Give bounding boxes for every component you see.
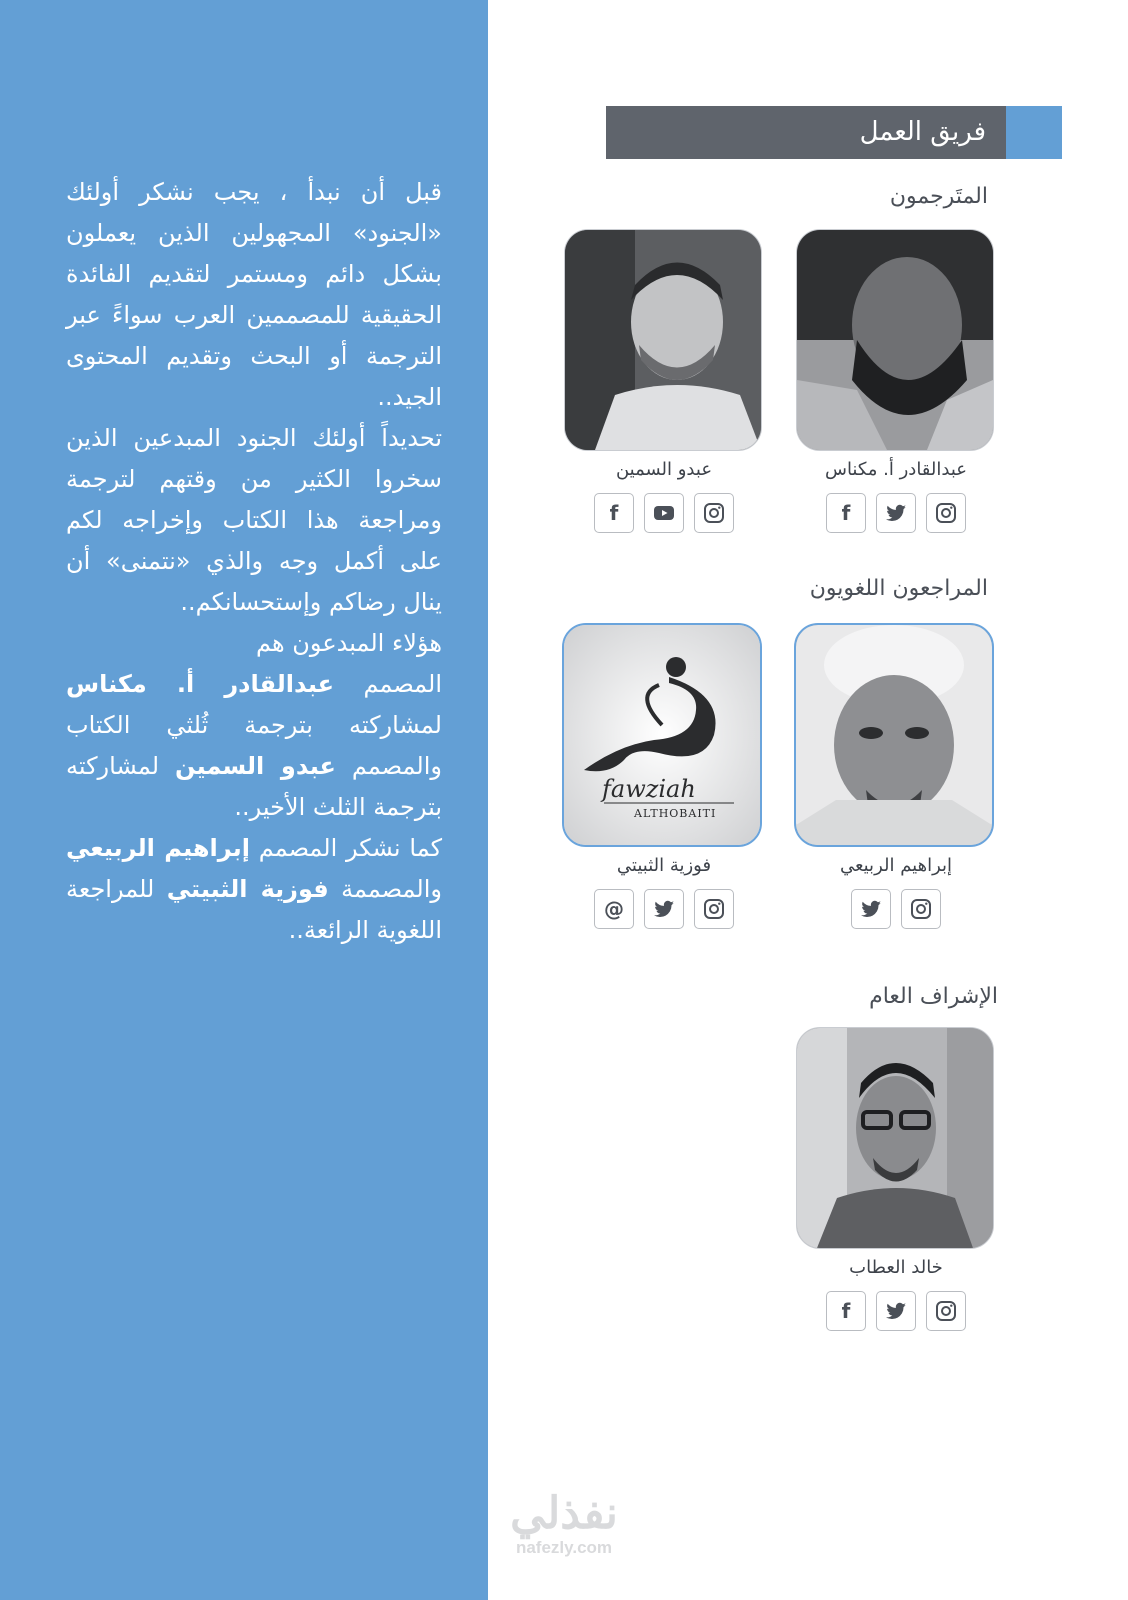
twitter-icon[interactable] (644, 889, 684, 929)
at-icon[interactable]: @ (594, 889, 634, 929)
intro-paragraph-1: قبل أن نبدأ ، يجب نشكر أولئك «الجنود» المجهولين الذين يعملون بشكل دائم ومستمر لتقديم الفائدة الحقيقية للمصممين العرب سواءً عبر الترجمة أو البحث وتقديم المحتوى الجيد.. (66, 178, 442, 411)
intro-text (66, 172, 442, 951)
instagram-icon[interactable] (694, 493, 734, 533)
page-title: فريق العمل (859, 117, 986, 147)
header-accent (1006, 106, 1062, 159)
section-supervision: الإشراف العام (869, 984, 998, 1009)
member-name: إبراهيم الربيعي (839, 855, 953, 876)
member-name: فوزية الثبيتي (616, 855, 712, 876)
social-links (798, 1291, 994, 1331)
highlight-alrubaie: إبراهيم الربيعي (66, 834, 250, 862)
logo-script-text: fawziah (602, 775, 696, 803)
social-links (798, 493, 994, 533)
logo-caption-text: ALTHOBAITI (634, 807, 717, 820)
avatar-makanas (796, 229, 994, 451)
instagram-icon[interactable] (901, 889, 941, 929)
portrait-image (797, 1028, 993, 1248)
member-name: عبدالقادر أ. مكناس (824, 459, 968, 480)
portrait-image (797, 230, 993, 450)
member-name: خالد العطاب (849, 1257, 943, 1278)
portrait-image (565, 230, 761, 450)
highlight-alsameen: عبدو السمين (175, 752, 336, 780)
social-links (798, 889, 994, 929)
intro-paragraph-2: تحديداً أولئك الجنود المبدعين الذين سخروا الكثير من وقتهم لترجمة ومراجعة هذا الكتاب وإخراجه لكم على أكمل وجه والذي «نتمنى» أن ينال رضاكم وإستحسانكم.. (66, 424, 442, 616)
intro-paragraph-5: كما نشكر المصمم إبراهيم الربيعي والمصممة فوزية الثبيتي للمراجعة اللغوية الرائعة.. (66, 834, 442, 944)
member-card-alrubaie (798, 623, 994, 929)
instagram-icon[interactable] (926, 493, 966, 533)
avatar-althobaiti (562, 623, 762, 847)
avatar-alsameen (564, 229, 762, 451)
avatar-alrubaie (794, 623, 994, 847)
facebook-icon[interactable]: f (594, 493, 634, 533)
watermark-latin: nafezly.com (515, 1538, 613, 1557)
intro-panel (0, 0, 488, 1600)
member-card-alsameen (566, 229, 762, 533)
member-card-althobaiti (566, 623, 762, 929)
intro-paragraph-3: هؤلاء المبدعون هم (256, 629, 442, 657)
facebook-icon[interactable]: f (826, 493, 866, 533)
twitter-icon[interactable] (876, 1291, 916, 1331)
social-links (566, 493, 762, 533)
instagram-icon[interactable] (694, 889, 734, 929)
highlight-althobaiti: فوزية الثبيتي (166, 875, 329, 903)
instagram-icon[interactable] (926, 1291, 966, 1331)
section-translators: المتَرجمون (889, 184, 988, 209)
avatar-alattab (796, 1027, 994, 1249)
facebook-icon[interactable]: f (826, 1291, 866, 1331)
highlight-makanas: عبدالقادر أ. مكناس (66, 670, 335, 698)
watermark-arabic: نفذلي (510, 1489, 618, 1538)
member-card-makanas (798, 229, 994, 533)
twitter-icon[interactable] (851, 889, 891, 929)
member-name: عبدو السمين (615, 459, 713, 480)
intro-paragraph-4: المصمم عبدالقادر أ. مكناس لمشاركته بترجمة ثُلثي الكتاب والمصمم عبدو السمين لمشاركته بترجمة الثلث الأخير.. (66, 670, 442, 821)
youtube-icon[interactable] (644, 493, 684, 533)
section-reviewers: المراجعون اللغويون (809, 576, 988, 601)
team-header (606, 106, 1006, 159)
social-links (566, 889, 762, 929)
twitter-icon[interactable] (876, 493, 916, 533)
watermark (494, 1490, 634, 1558)
portrait-image (796, 625, 992, 845)
member-card-alattab (798, 1027, 994, 1331)
